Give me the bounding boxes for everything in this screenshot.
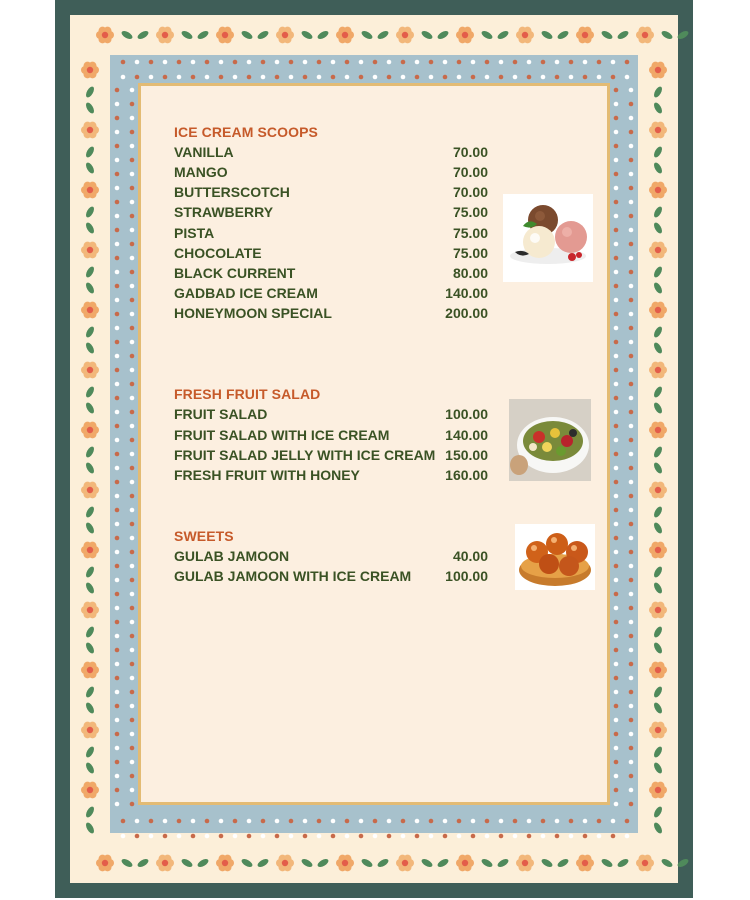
fruit-salad-image bbox=[509, 399, 591, 481]
item-name: BUTTERSCOTCH bbox=[174, 184, 290, 200]
menu-item bbox=[174, 568, 488, 588]
item-name: BLACK CURRENT bbox=[174, 265, 296, 281]
item-price: 140.00 bbox=[445, 285, 488, 301]
item-name: GULAB JAMOON WITH ICE CREAM bbox=[174, 568, 412, 584]
item-name: VANILLA bbox=[174, 144, 234, 160]
item-name: FRESH FRUIT WITH HONEY bbox=[174, 467, 360, 483]
menu-item bbox=[174, 305, 488, 325]
menu-item bbox=[174, 265, 488, 285]
item-name: STRAWBERRY bbox=[174, 204, 274, 220]
item-price: 160.00 bbox=[445, 467, 488, 483]
item-name: FRUIT SALAD WITH ICE CREAM bbox=[174, 427, 390, 443]
menu-item bbox=[174, 184, 488, 204]
menu-item bbox=[174, 548, 488, 568]
gulab-jamoon-image bbox=[515, 524, 595, 590]
menu-item bbox=[174, 285, 488, 305]
section-title-ice-cream-scoops: ICE CREAM SCOOPS bbox=[174, 124, 318, 140]
item-name: HONEYMOON SPECIAL bbox=[174, 305, 332, 321]
section-title-sweets: SWEETS bbox=[174, 528, 234, 544]
item-price: 40.00 bbox=[452, 548, 488, 564]
item-name: GULAB JAMOON bbox=[174, 548, 290, 564]
item-name: FRUIT SALAD JELLY WITH ICE CREAM bbox=[174, 447, 436, 463]
menu-item bbox=[174, 447, 488, 467]
menu-item bbox=[174, 467, 488, 487]
menu-item bbox=[174, 406, 488, 426]
menu-item bbox=[174, 144, 488, 164]
item-price: 70.00 bbox=[452, 144, 488, 160]
item-name: MANGO bbox=[174, 164, 228, 180]
menu-item bbox=[174, 427, 488, 447]
section-title-fresh-fruit-salad: FRESH FRUIT SALAD bbox=[174, 386, 321, 402]
menu-item bbox=[174, 245, 488, 265]
item-price: 80.00 bbox=[452, 265, 488, 281]
item-price: 70.00 bbox=[452, 184, 488, 200]
item-name: PISTA bbox=[174, 225, 215, 241]
ice-cream-image bbox=[503, 194, 593, 282]
item-name: GADBAD ICE CREAM bbox=[174, 285, 318, 301]
menu-item bbox=[174, 225, 488, 245]
item-price: 70.00 bbox=[452, 164, 488, 180]
item-price: 75.00 bbox=[452, 225, 488, 241]
item-price: 140.00 bbox=[445, 427, 488, 443]
item-price: 150.00 bbox=[445, 447, 488, 463]
menu-item bbox=[174, 164, 488, 184]
item-price: 75.00 bbox=[452, 204, 488, 220]
item-name: CHOCOLATE bbox=[174, 245, 262, 261]
item-price: 200.00 bbox=[445, 305, 488, 321]
item-price: 100.00 bbox=[445, 568, 488, 584]
item-name: FRUIT SALAD bbox=[174, 406, 268, 422]
menu-item bbox=[174, 204, 488, 224]
item-price: 100.00 bbox=[445, 406, 488, 422]
item-price: 75.00 bbox=[452, 245, 488, 261]
